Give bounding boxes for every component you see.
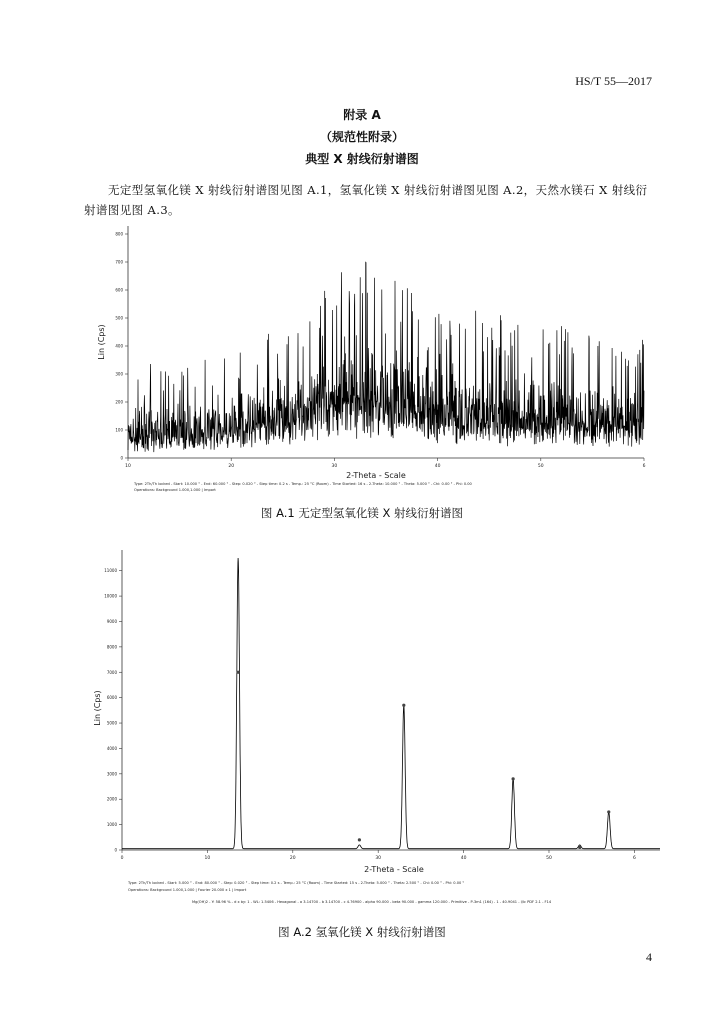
standard-code: HS/T 55—2017 — [575, 74, 652, 88]
reference-marker — [358, 838, 361, 841]
x-tick-label: 30 — [331, 464, 338, 469]
x-tick-label: 50 — [546, 856, 552, 861]
y-tick-label: 9000 — [106, 618, 117, 624]
reference-marker — [402, 704, 405, 707]
x-axis-label: 2-Theta - Scale — [364, 865, 424, 874]
appendix-heading — [0, 104, 724, 170]
y-tick-label: 300 — [115, 371, 123, 377]
y-tick-label: 600 — [115, 287, 123, 293]
y-axis-label: Lin (Cps) — [97, 324, 106, 360]
x-tick-label: 40 — [460, 856, 467, 861]
diffraction-trace — [122, 558, 660, 849]
x-tick-label: 10 — [204, 856, 211, 861]
y-tick-label: 400 — [115, 343, 123, 349]
y-tick-label: 100 — [115, 427, 123, 433]
footer-line-1: Type: 2Th/Th locked - Start: 5.000 ° - End: 80.000 ° - Step: 0.020 ° - Step time: 0.2 s - Temp.: 25 °C (Room) - Time Started: 15 s - 2-Theta: 5.000 ° - Theta: 2.500 ° - Chi: 0.00 ° - Phi: 0.00 ° — [128, 881, 465, 885]
y-axis-label: Lin (Cps) — [93, 690, 102, 726]
y-tick-label: 1000 — [106, 822, 117, 828]
figure-a2-caption: 图 A.2 氢氧化镁 X 射线衍射谱图 — [278, 925, 446, 939]
x-tick-label: 6 — [642, 464, 646, 469]
y-tick-label: 800 — [115, 231, 123, 237]
x-tick-label: 20 — [228, 464, 235, 469]
y-tick-label: 7000 — [106, 669, 117, 675]
x-tick-label: 10 — [125, 464, 131, 469]
reference-marker — [607, 810, 610, 813]
y-tick-label: 200 — [115, 399, 123, 405]
y-tick-label: 0 — [114, 847, 117, 853]
x-tick-label: 20 — [289, 856, 296, 861]
y-tick-label: 2000 — [106, 796, 117, 802]
y-tick-label: 5000 — [106, 720, 117, 726]
footer-line-3: Mg(OH)2 - Y: 58.96 % - d x by: 1 - WL: 1.5406 - Hexagonal - a 3.14700 - b 3.14700 - c 4.76900 - alpha 90.000 - beta 90.000 - gamma 120.000 - Primitive - P-3m1 (164) - 1 - 40.9041 - I/Ic PDF 2.1 - F14 — [192, 900, 552, 904]
page-number: 4 — [646, 950, 652, 964]
figure-a1-chart — [82, 222, 654, 494]
x-tick-label: 0 — [120, 856, 124, 861]
y-tick-label: 3000 — [106, 771, 117, 777]
y-tick-label: 700 — [115, 259, 123, 265]
x-tick-label: 50 — [537, 464, 544, 469]
x-tick-label: 40 — [434, 464, 441, 469]
figure-a1-caption: 图 A.1 无定型氢氧化镁 X 射线衍射谱图 — [260, 506, 464, 520]
appendix-nature: （规范性附录） — [319, 130, 404, 144]
y-tick-label: 6000 — [106, 695, 117, 701]
y-tick-label: 8000 — [106, 644, 117, 650]
y-tick-label: 11000 — [104, 568, 117, 574]
footer-line-1: Type: 2Th/Th locked - Start: 10.000 ° - End: 60.000 ° - Step: 0.020 ° - Step time: 0.2 s - Temp.: 25 °C (Room) - Time Started: 16 s - 2-Theta: 10.000 ° - Theta: 5.000 ° - Chi: 0.00 ° - Phi: 0.00 — [134, 482, 472, 486]
reference-marker — [512, 777, 515, 780]
y-tick-label: 0 — [120, 455, 123, 461]
figure-a2-chart — [82, 548, 667, 910]
x-axis-label: 2-Theta - Scale — [346, 471, 406, 480]
intro-paragraph: 无定型氢氧化镁 X 射线衍射谱图见图 A.1，氢氧化镁 X 射线衍射谱图见图 A.2，天然水镁石 X 射线衍射谱图见图 A.3。 — [84, 183, 648, 217]
y-tick-label: 10000 — [104, 593, 117, 599]
y-tick-label: 4000 — [106, 745, 117, 751]
x-tick-label: 6 — [632, 856, 636, 861]
footer-line-2: Operations: Background 1.000,1.000 | Import — [134, 488, 216, 492]
footer-line-2: Operations: Background 1.000,1.000 | Fourier 20.000 x 1 | Import — [128, 888, 247, 892]
reference-marker — [237, 671, 240, 674]
reference-marker — [578, 846, 581, 849]
x-tick-label: 30 — [375, 856, 382, 861]
appendix-subtitle: 典型 X 射线衍射谱图 — [305, 152, 419, 166]
diffraction-trace — [128, 262, 644, 452]
appendix-title: 附录 A — [343, 108, 381, 122]
y-tick-label: 500 — [115, 315, 123, 321]
